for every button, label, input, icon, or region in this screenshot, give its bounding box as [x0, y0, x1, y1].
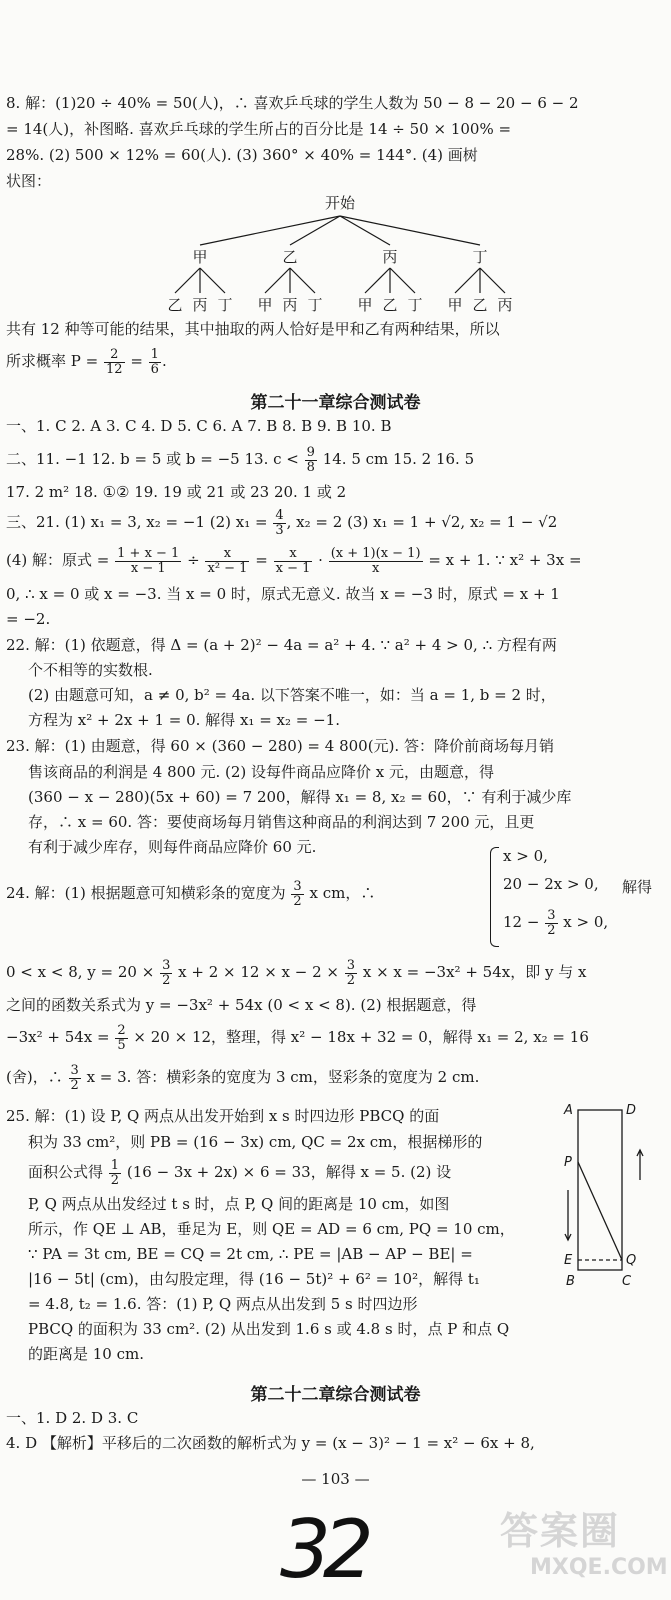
q21-line-3: 0, ∴ x = 0 或 x = −3. 当 x = 0 时，原式无意义. 故当 x = −3 时，原式 = x + 1 [6, 585, 560, 603]
q22-line-1: 22. 解：(1) 依题意，得 Δ = (a + 2)² − 4a = a² + 4. ∵ a² + 4 > 0, ∴ 方程有两 [6, 636, 557, 654]
tree-branch-3: 丙 [382, 248, 398, 266]
q25-line-1: 25. 解：(1) 设 P, Q 两点从出发开始到 x s 时四边形 PBCQ 的面 [6, 1107, 440, 1125]
fraction: $\frac{2}{12}$ [105, 346, 123, 377]
ch22-q4: 4. D 【解析】平移后的二次函数的解析式为 y = (x − 3)² − 1 = x² − 6x + 8, [6, 1434, 535, 1452]
tree-branch-2: 乙 [282, 248, 298, 266]
tree-leaf: 甲 [357, 296, 373, 314]
tree-leaf: 丙 [192, 296, 208, 314]
tree-leaf: 丙 [497, 296, 513, 314]
point-p-label: P [564, 1155, 572, 1170]
fraction: $\frac{1}{2}$ [110, 1157, 120, 1188]
q24-line-2: 0 < x < 8, y = 20 × $\frac{3}{2}$ x + 2 × 12 × x − 2 × $\frac{3}{2}$ x × x = −3x² + 54x，即 y 与 x [6, 957, 587, 988]
point-e-label: E [564, 1253, 573, 1268]
tree-diagram [150, 190, 530, 340]
q23-line-5: 有利于减少库存，则每件商品应降价 60 元. [28, 838, 317, 856]
q8-line-5: 共有 12 种等可能的结果，其中抽取的两人恰好是甲和乙有两种结果，所以 [6, 320, 500, 338]
q24-system-3: 12 − $\frac{3}{2}$ x > 0, [503, 907, 609, 938]
tree-branch-4: 丁 [472, 248, 488, 266]
fraction: $\frac{(x + 1)(x - 1)}{x}$ [330, 545, 421, 576]
q23-line-1: 23. 解：(1) 由题意，得 60 × (360 − 280) = 4 800(元). 答：降价前商场每月销 [6, 737, 554, 755]
q25-line-3: 面积公式得 $\frac{1}{2}$ (16 − 3x + 2x) × 6 = 33，解得 x = 5. (2) 设 [28, 1157, 452, 1188]
q25-line-10: 的距离是 10 cm. [28, 1345, 145, 1363]
tree-leaf: 甲 [257, 296, 273, 314]
q25-line-6: ∵ PA = 3t cm, BE = CQ = 2t cm, ∴ PE = |AB − AP − BE| = [28, 1245, 473, 1263]
tree-leaf: 乙 [167, 296, 183, 314]
fraction: $\frac{3}{2}$ [346, 957, 356, 988]
chapter-22-title: 第二十二章综合测试卷 [250, 1385, 421, 1405]
tree-branch-1: 甲 [192, 248, 208, 266]
q22-line-3: (2) 由题意可知，a ≠ 0, b² = 4a. 以下答案不唯一，如：当 a = 1, b = 2 时， [28, 686, 556, 704]
ch21-section-3: 17. 2 m² 18. ①② 19. 19 或 21 或 23 20. 1 或 2 [6, 483, 347, 501]
q8-line-6: 所求概率 P = $\frac{2}{12}$ = $\frac{1}{6}$ . [6, 346, 167, 377]
rectangle-figure [560, 1100, 660, 1290]
page-number: — 103 — [301, 1470, 370, 1488]
q24-line-3: 之间的函数关系式为 y = −3x² + 54x (0 < x < 8). (2) 根据题意，得 [6, 996, 477, 1014]
handwritten-number: 32 [280, 1503, 366, 1596]
q21-line-4: = −2. [6, 610, 51, 628]
fraction: $\frac{x}{\text{x² − 1}}$ [207, 545, 248, 576]
point-a-label: A [564, 1103, 573, 1118]
tree-leaf: 乙 [382, 296, 398, 314]
tree-leaf: 乙 [472, 296, 488, 314]
fraction: $\frac{3}{2}$ [293, 878, 302, 909]
q24-solve-label: 解得 [622, 878, 653, 896]
q25-line-2: 积为 33 cm²，则 PB = (16 − 3x) cm, QC = 2x cm，根据梯形的 [28, 1133, 483, 1151]
point-d-label: D [626, 1103, 637, 1118]
ch21-section-2: 二、11. −1 12. b = 5 或 b = −5 13. c < $\frac{9}{8}$ 14. 5 cm 15. 2 16. 5 [6, 444, 475, 475]
fraction: $\frac{1}{6}$ [150, 346, 159, 377]
q25-line-5: 所示，作 QE ⊥ AB，垂足为 E，则 QE = AD = 6 cm, PQ = 10 cm， [28, 1220, 515, 1238]
ch22-section-1: 一、1. D 2. D 3. C [6, 1409, 139, 1427]
chapter-21-title: 第二十一章综合测试卷 [250, 393, 421, 413]
q24-line-1: 24. 解：(1) 根据题意可知横彩条的宽度为 $\frac{3}{2}$ x cm，∴ [6, 878, 376, 909]
tree-leaf: 甲 [447, 296, 463, 314]
tree-leaf: 丁 [407, 296, 423, 314]
q23-line-3: (360 − x − 280)(5x + 60) = 7 200，解得 x₁ = 8, x₂ = 60，∵ 有利于减少库 [28, 788, 572, 806]
fraction: $\frac{9}{8}$ [306, 444, 315, 475]
ch21-section-1: 一、1. C 2. A 3. C 4. D 5. C 6. A 7. B 8. B 9. B 10. B [6, 417, 392, 435]
point-b-label: B [566, 1274, 575, 1289]
watermark: 答案圈 MXQE.COM [500, 1509, 668, 1580]
q25-line-9: PBCQ 的面积为 33 cm². (2) 从出发到 1.6 s 或 4.8 s 时，点 P 和点 Q [28, 1320, 510, 1338]
q8-line-1: 8. 解：(1)20 ÷ 40% = 50(人)，∴ 喜欢乒乓球的学生人数为 50 − 8 − 20 − 6 − 2 [6, 94, 579, 112]
fraction: $\frac{1 + x - 1}{x - 1}$ [117, 545, 180, 576]
q24-line-5: (舍)，∴ $\frac{3}{2}$ x = 3. 答：横彩条的宽度为 3 cm，竖彩条的宽度为 2 cm. [6, 1062, 480, 1093]
fraction: $\frac{3}{2}$ [162, 957, 171, 988]
fraction: $\frac{x}{x - 1}$ [275, 545, 311, 576]
fraction: $\frac{3}{2}$ [547, 907, 556, 938]
q21-line-2: (4) 解：原式 = $\frac{1 + x - 1}{x - 1}$ ÷ $\frac{x}{\text{x² − 1}}$ = $\frac{x}{x - 1}$ · $\frac{(x + 1)(x - 1)}{x}$ = x + 1. ∵ x² + 3x = [6, 545, 582, 576]
q24-system-1: x > 0, [503, 847, 548, 865]
tree-leaf: 丙 [282, 296, 298, 314]
tree-leaf: 丁 [217, 296, 233, 314]
q25-line-4: P, Q 两点从出发经过 t s 时，点 P, Q 间的距离是 10 cm，如图 [28, 1195, 450, 1213]
q25-line-8: = 4.8, t₂ = 1.6. 答：(1) P, Q 两点从出发到 5 s 时四边形 [28, 1295, 418, 1313]
q8-line-2: = 14(人)，补图略. 喜欢乒乓球的学生所占的百分比是 14 ÷ 50 × 100% = [6, 120, 512, 138]
fraction: $\frac{3}{2}$ [70, 1062, 79, 1093]
tree-leaf: 丁 [307, 296, 323, 314]
q8-line-4: 状图： [6, 172, 52, 190]
q22-line-4: 方程为 x² + 2x + 1 = 0. 解得 x₁ = x₂ = −1. [28, 711, 340, 729]
point-q-label: Q [626, 1253, 637, 1268]
q22-line-2: 个不相等的实数根. [28, 661, 153, 679]
q24-line-4: −3x² + 54x = $\frac{2}{5}$ × 20 × 12，整理，得 x² − 18x + 32 = 0，解得 x₁ = 2, x₂ = 16 [6, 1022, 589, 1053]
point-c-label: C [622, 1274, 632, 1289]
tree-root: 开始 [324, 194, 356, 212]
q23-line-2: 售该商品的利润是 4 800 元. (2) 设每件商品应降价 x 元，由题意，得 [28, 763, 495, 781]
q21-line-1: 三、21. (1) x₁ = 3, x₂ = −1 (2) x₁ = $\frac{4}{3}$ , x₂ = 2 (3) x₁ = 1 + √2, x₂ = 1 − √2 [6, 507, 558, 538]
q24-system-2: 20 − 2x > 0, [503, 875, 599, 893]
fraction: $\frac{4}{3}$ [275, 507, 284, 538]
q25-line-7: |16 − 5t| (cm)，由勾股定理，得 (16 − 5t)² + 6² = 10²，解得 t₁ [28, 1270, 480, 1288]
fraction: $\frac{2}{5}$ [117, 1022, 126, 1053]
q23-line-4: 存，∴ x = 60. 答：要使商场每月销售这种商品的利润达到 7 200 元，且更 [28, 813, 535, 831]
q8-prob-label: 所求概率 P = [6, 352, 99, 370]
system-brace [490, 847, 499, 947]
q8-line-3: 28%. (2) 500 × 12% = 60(人). (3) 360° × 40% = 144°. (4) 画树 [6, 146, 478, 164]
